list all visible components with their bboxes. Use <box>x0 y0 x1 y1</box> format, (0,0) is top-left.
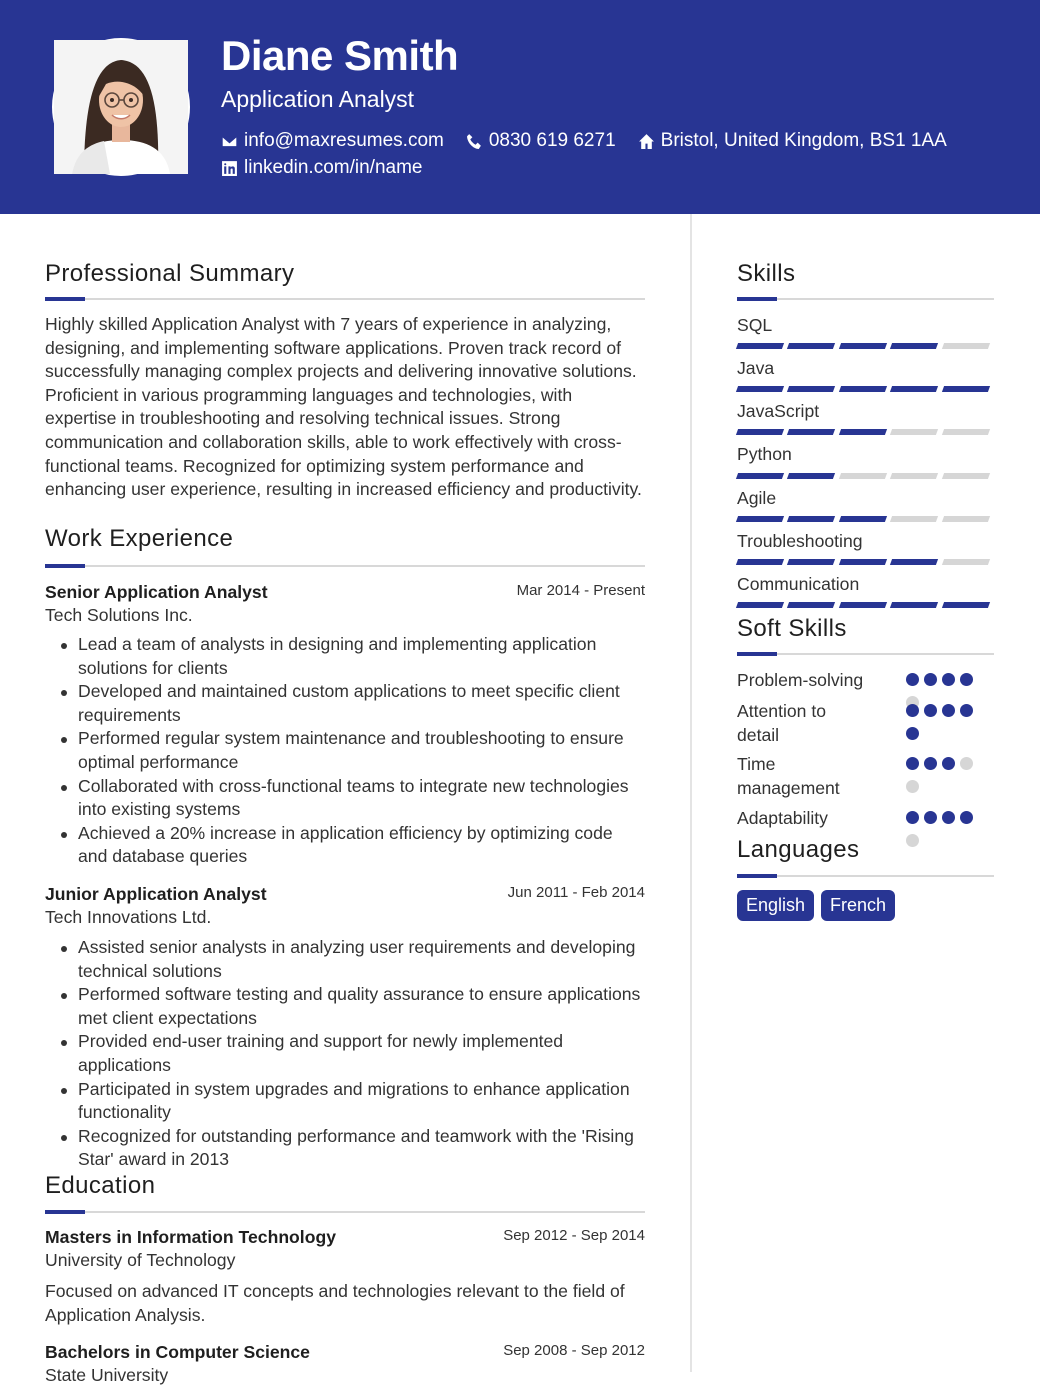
experience-heading: Work Experience <box>45 525 234 552</box>
level-dot-filled <box>942 811 955 824</box>
bullet-item: Performed software testing and quality assurance to ensure applications met client expectations <box>45 983 645 1030</box>
skill-segment-filled <box>787 559 836 565</box>
school-name: University of Technology <box>45 1250 236 1270</box>
skill-segment-filled <box>839 602 888 608</box>
contact-row-linkedin <box>221 156 444 180</box>
job-company: Tech Innovations Ltd. <box>45 907 212 927</box>
linkedin-text[interactable]: linkedin.com/in/name <box>244 157 423 178</box>
candidate-title: Application Analyst <box>221 86 415 112</box>
level-dot-filled <box>960 673 973 686</box>
experience-rule <box>45 565 645 567</box>
column-divider <box>690 214 692 1372</box>
level-dot-filled <box>906 727 919 740</box>
languages-rule <box>737 875 994 877</box>
bullet-item: Performed regular system maintenance and troubleshooting to ensure optimal performance <box>45 727 645 774</box>
skill-segment-filled <box>736 473 785 479</box>
job-company: Tech Solutions Inc. <box>45 605 193 625</box>
bullet-item: Assisted senior analysts in analyzing user requirements and developing technical solutions <box>45 936 645 983</box>
skill-level-bar <box>737 602 994 608</box>
bullet-item: Achieved a 20% increase in application efficiency by optimizing code and database queries <box>45 822 645 869</box>
skill-segment-filled <box>839 429 888 435</box>
summary-rule <box>45 298 645 300</box>
skill-segment-filled <box>890 559 939 565</box>
skill-name: Python <box>737 444 792 464</box>
person-portrait-icon <box>54 40 188 174</box>
soft-skill-level-dots <box>906 811 978 857</box>
skill-segment-empty <box>942 473 991 479</box>
education-rule <box>45 1211 645 1213</box>
skill-name: JavaScript <box>737 401 820 421</box>
job-dates: Jun 2011 - Feb 2014 <box>507 884 645 901</box>
soft-skills-heading: Soft Skills <box>737 615 847 642</box>
level-dot-filled <box>942 673 955 686</box>
skill-name: SQL <box>737 315 773 335</box>
skill-level-bar <box>737 429 994 435</box>
education-dates: Sep 2012 - Sep 2014 <box>503 1227 645 1244</box>
level-dot-filled <box>906 673 919 686</box>
degree-title: Masters in Information Technology <box>45 1227 336 1247</box>
skills-heading: Skills <box>737 260 796 287</box>
bullet-item: Participated in system upgrades and migrations to enhance application functionality <box>45 1078 645 1125</box>
contact-row <box>221 129 969 153</box>
skill-level-bar <box>737 559 994 565</box>
job-title: Senior Application Analyst <box>45 582 268 602</box>
skill-segment-filled <box>787 343 836 349</box>
skill-segment-filled <box>736 602 785 608</box>
level-dot-filled <box>942 704 955 717</box>
skill-segment-filled <box>787 429 836 435</box>
skill-segment-filled <box>787 516 836 522</box>
skill-segment-empty <box>890 473 939 479</box>
skill-name: Java <box>737 358 775 378</box>
skill-segment-empty <box>839 473 888 479</box>
level-dot-filled <box>906 811 919 824</box>
skill-segment-empty <box>890 429 939 435</box>
school-name: State University <box>45 1365 169 1385</box>
soft-skill-name: Adaptability <box>737 808 828 828</box>
level-dot-filled <box>942 757 955 770</box>
level-dot-filled <box>960 704 973 717</box>
level-dot-filled <box>906 704 919 717</box>
summary-heading: Professional Summary <box>45 260 295 287</box>
contact-phone[interactable] <box>466 129 616 153</box>
soft-skill-level-dots <box>906 704 978 750</box>
skill-segment-empty <box>942 429 991 435</box>
resume-header <box>0 0 1040 214</box>
contact-linkedin[interactable] <box>221 156 422 180</box>
job-1-bullets <box>45 633 645 869</box>
linkedin-icon <box>221 160 238 177</box>
skill-name: Agile <box>737 488 777 508</box>
skill-level-bar <box>737 343 994 349</box>
skill-segment-filled <box>890 602 939 608</box>
skill-segment-filled <box>839 516 888 522</box>
soft-skills-rule <box>737 653 994 655</box>
skill-segment-filled <box>890 386 939 392</box>
soft-skill-name: Time management <box>737 754 840 798</box>
job-dates: Mar 2014 - Present <box>516 582 645 599</box>
bullet-item: Provided end-user training and support for newly implemented applications <box>45 1030 645 1077</box>
phone-text[interactable]: 0830 619 6271 <box>488 130 616 151</box>
language-badge-english: English <box>737 890 814 921</box>
profile-photo <box>52 38 190 176</box>
job-2-bullets <box>45 936 645 1172</box>
skill-level-bar <box>737 386 994 392</box>
level-dot-filled <box>906 757 919 770</box>
skill-segment-filled <box>942 602 991 608</box>
bullet-item: Developed and maintained custom applications to meet specific client requirements <box>45 680 645 727</box>
skill-name: Communication <box>737 574 860 594</box>
skill-segment-filled <box>736 559 785 565</box>
soft-skill-name: Problem-solving <box>737 670 864 690</box>
skill-level-bar <box>737 516 994 522</box>
phone-icon <box>466 133 483 150</box>
skill-segment-filled <box>787 473 836 479</box>
skill-level-bar <box>737 473 994 479</box>
level-dot-empty <box>906 780 919 793</box>
skill-segment-filled <box>736 343 785 349</box>
bullet-item: Recognized for outstanding performance and teamwork with the 'Rising Star' award in 2013 <box>45 1125 645 1172</box>
education-dates: Sep 2008 - Sep 2012 <box>503 1342 645 1359</box>
contact-location <box>638 129 947 153</box>
level-dot-empty <box>960 757 973 770</box>
education-heading: Education <box>45 1172 156 1199</box>
summary-text: Highly skilled Application Analyst with 7 years of experience in analyzing, designing, and implementing software applications. Proven track record of successfully managing complex projects and delivering innovative solutions. Proficient in various programming languages and technologies, with expertise in troubleshooting and resolving technical issues. Strong communication and collaboration skills, able to work effectively with cross-functional teams. Recognized for optimizing system performance and enhancing user experience, resulting in increased efficiency and productivity. <box>45 314 642 500</box>
email-text[interactable]: info@maxresumes.com <box>244 130 444 151</box>
skill-segment-empty <box>942 343 991 349</box>
education-description: Focused on advanced IT concepts and technologies relevant to the field of Application Analysis. <box>45 1281 625 1325</box>
skill-segment-filled <box>890 343 939 349</box>
home-icon <box>638 133 655 150</box>
languages-heading: Languages <box>737 836 860 863</box>
level-dot-filled <box>924 757 937 770</box>
skill-segment-filled <box>787 602 836 608</box>
skill-segment-empty <box>942 516 991 522</box>
skill-segment-filled <box>942 386 991 392</box>
skill-segment-filled <box>839 559 888 565</box>
level-dot-filled <box>924 704 937 717</box>
job-title: Junior Application Analyst <box>45 884 267 904</box>
level-dot-filled <box>960 811 973 824</box>
skill-name: Troubleshooting <box>737 531 863 551</box>
skills-rule <box>737 298 994 300</box>
level-dot-filled <box>924 673 937 686</box>
skill-segment-empty <box>942 559 991 565</box>
level-dot-filled <box>924 811 937 824</box>
soft-skill-level-dots <box>906 757 978 803</box>
degree-title: Bachelors in Computer Science <box>45 1342 310 1362</box>
envelope-icon <box>221 133 238 150</box>
language-badge-french: French <box>821 890 895 921</box>
level-dot-empty <box>906 834 919 847</box>
skill-segment-filled <box>736 516 785 522</box>
skill-segment-empty <box>890 516 939 522</box>
contact-email[interactable] <box>221 129 444 153</box>
skill-segment-filled <box>736 429 785 435</box>
skill-segment-filled <box>736 386 785 392</box>
soft-skill-name: Attention to detail <box>737 701 827 745</box>
location-text: Bristol, United Kingdom, BS1 1AA <box>660 130 947 151</box>
candidate-name: Diane Smith <box>221 32 459 79</box>
skill-segment-filled <box>839 343 888 349</box>
bullet-item: Collaborated with cross-functional teams to integrate new technologies into existing systems <box>45 775 645 822</box>
bullet-item: Lead a team of analysts in designing and implementing application solutions for clients <box>45 633 645 680</box>
skill-segment-filled <box>839 386 888 392</box>
skill-segment-filled <box>787 386 836 392</box>
